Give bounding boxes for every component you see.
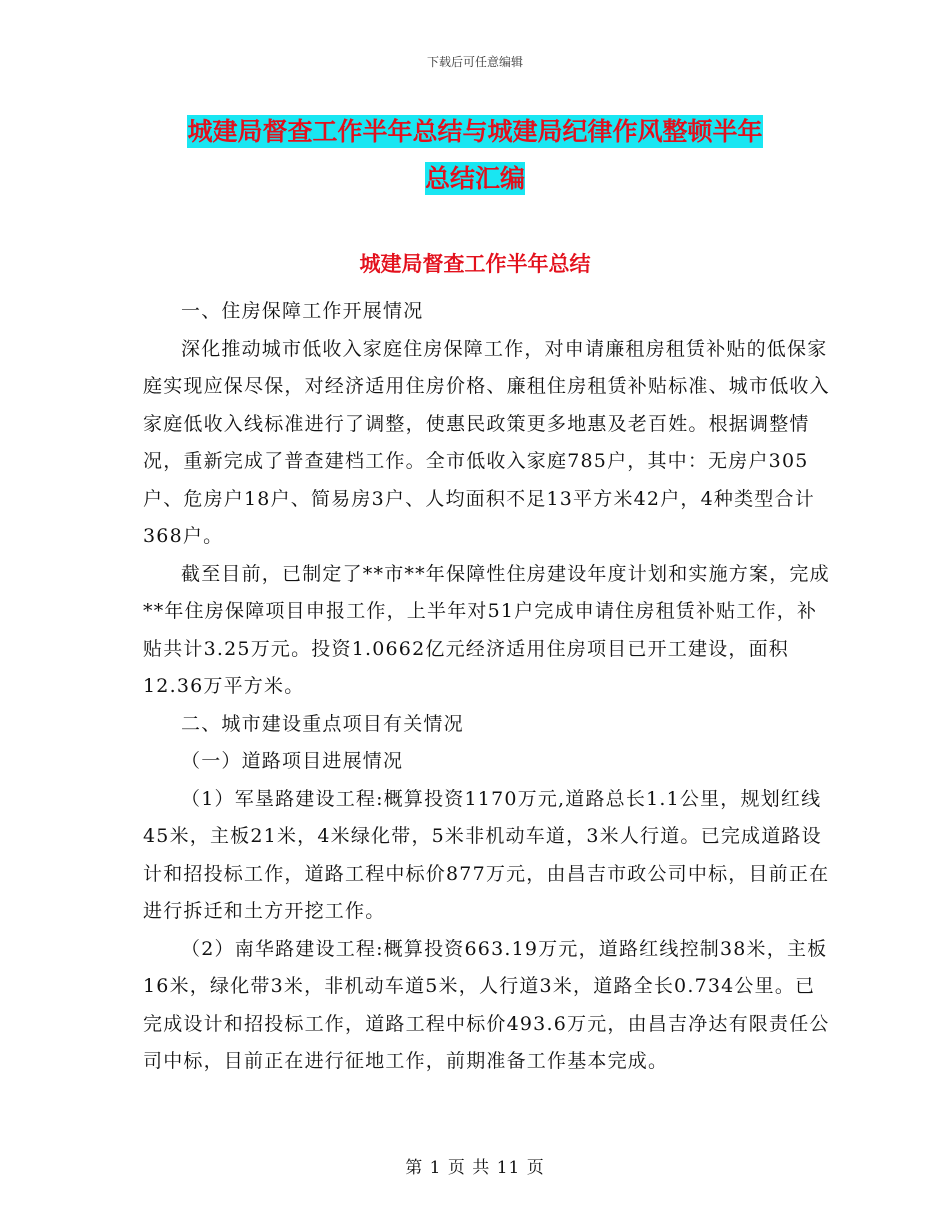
document-title-line-1: 城建局督查工作半年总结与城建局纪律作风整顿半年 xyxy=(187,117,763,146)
header-note: 下载后可任意编辑 xyxy=(426,55,523,69)
heading-key-projects: 二、城市建设重点项目有关情况 xyxy=(181,712,464,735)
document-body xyxy=(143,293,833,1081)
paragraph-road-2: （2）南华路建设工程:概算投资663.19万元，道路红线控制38米，主板16米，绿化带3米，非机动车道5米，人行道3米，道路全长0.734公里。已完成设计和招投标工作，道路工程中标价493.6万元，由昌吉净达有限责任公司中标，目前正在进行征地工作，前期准备工作基本完成。 xyxy=(143,937,830,1072)
paragraph-housing-2: 截至目前，已制定了**市**年保障性住房建设年度计划和实施方案，完成**年住房保障项目申报工作，上半年对51户完成申请住房租赁补贴工作，补贴共计3.25万元。投资1.0662亿元经济适用住房项目已开工建设，面积12.36万平方米。 xyxy=(143,562,830,697)
paragraph-housing-1: 深化推动城市低收入家庭住房保障工作，对申请廉租房租赁补贴的低保家庭实现应保尽保，对经济适用住房价格、廉租住房租赁补贴标准、城市低收入家庭低收入线标准进行了调整，使惠民政策更多地惠及老百姓。根据调整情况，重新完成了普查建档工作。全市低收入家庭785户，其中：无房户305户、危房户18户、简易房3户、人均面积不足13平方米42户，4种类型合计368户。 xyxy=(143,337,830,547)
heading-housing: 一、住房保障工作开展情况 xyxy=(181,300,424,322)
paragraph-road-1: （1）军垦路建设工程:概算投资1170万元,道路总长1.1公里，规划红线45米，主板21米，4米绿化带，5米非机动车道，3米人行道。已完成道路设计和招投标工作，道路工程中标价877万元，由昌吉市政公司中标，目前正在进行拆迁和土方开挖工作。 xyxy=(143,787,830,922)
section-title: 城建局督查工作半年总结 xyxy=(359,252,591,276)
document-title-line-2: 总结汇编 xyxy=(424,164,525,193)
subheading-road-projects: （一）道路项目进展情况 xyxy=(181,750,404,772)
document-title xyxy=(0,108,950,202)
page-number: 第 1 页 共 11 页 xyxy=(405,1158,545,1178)
